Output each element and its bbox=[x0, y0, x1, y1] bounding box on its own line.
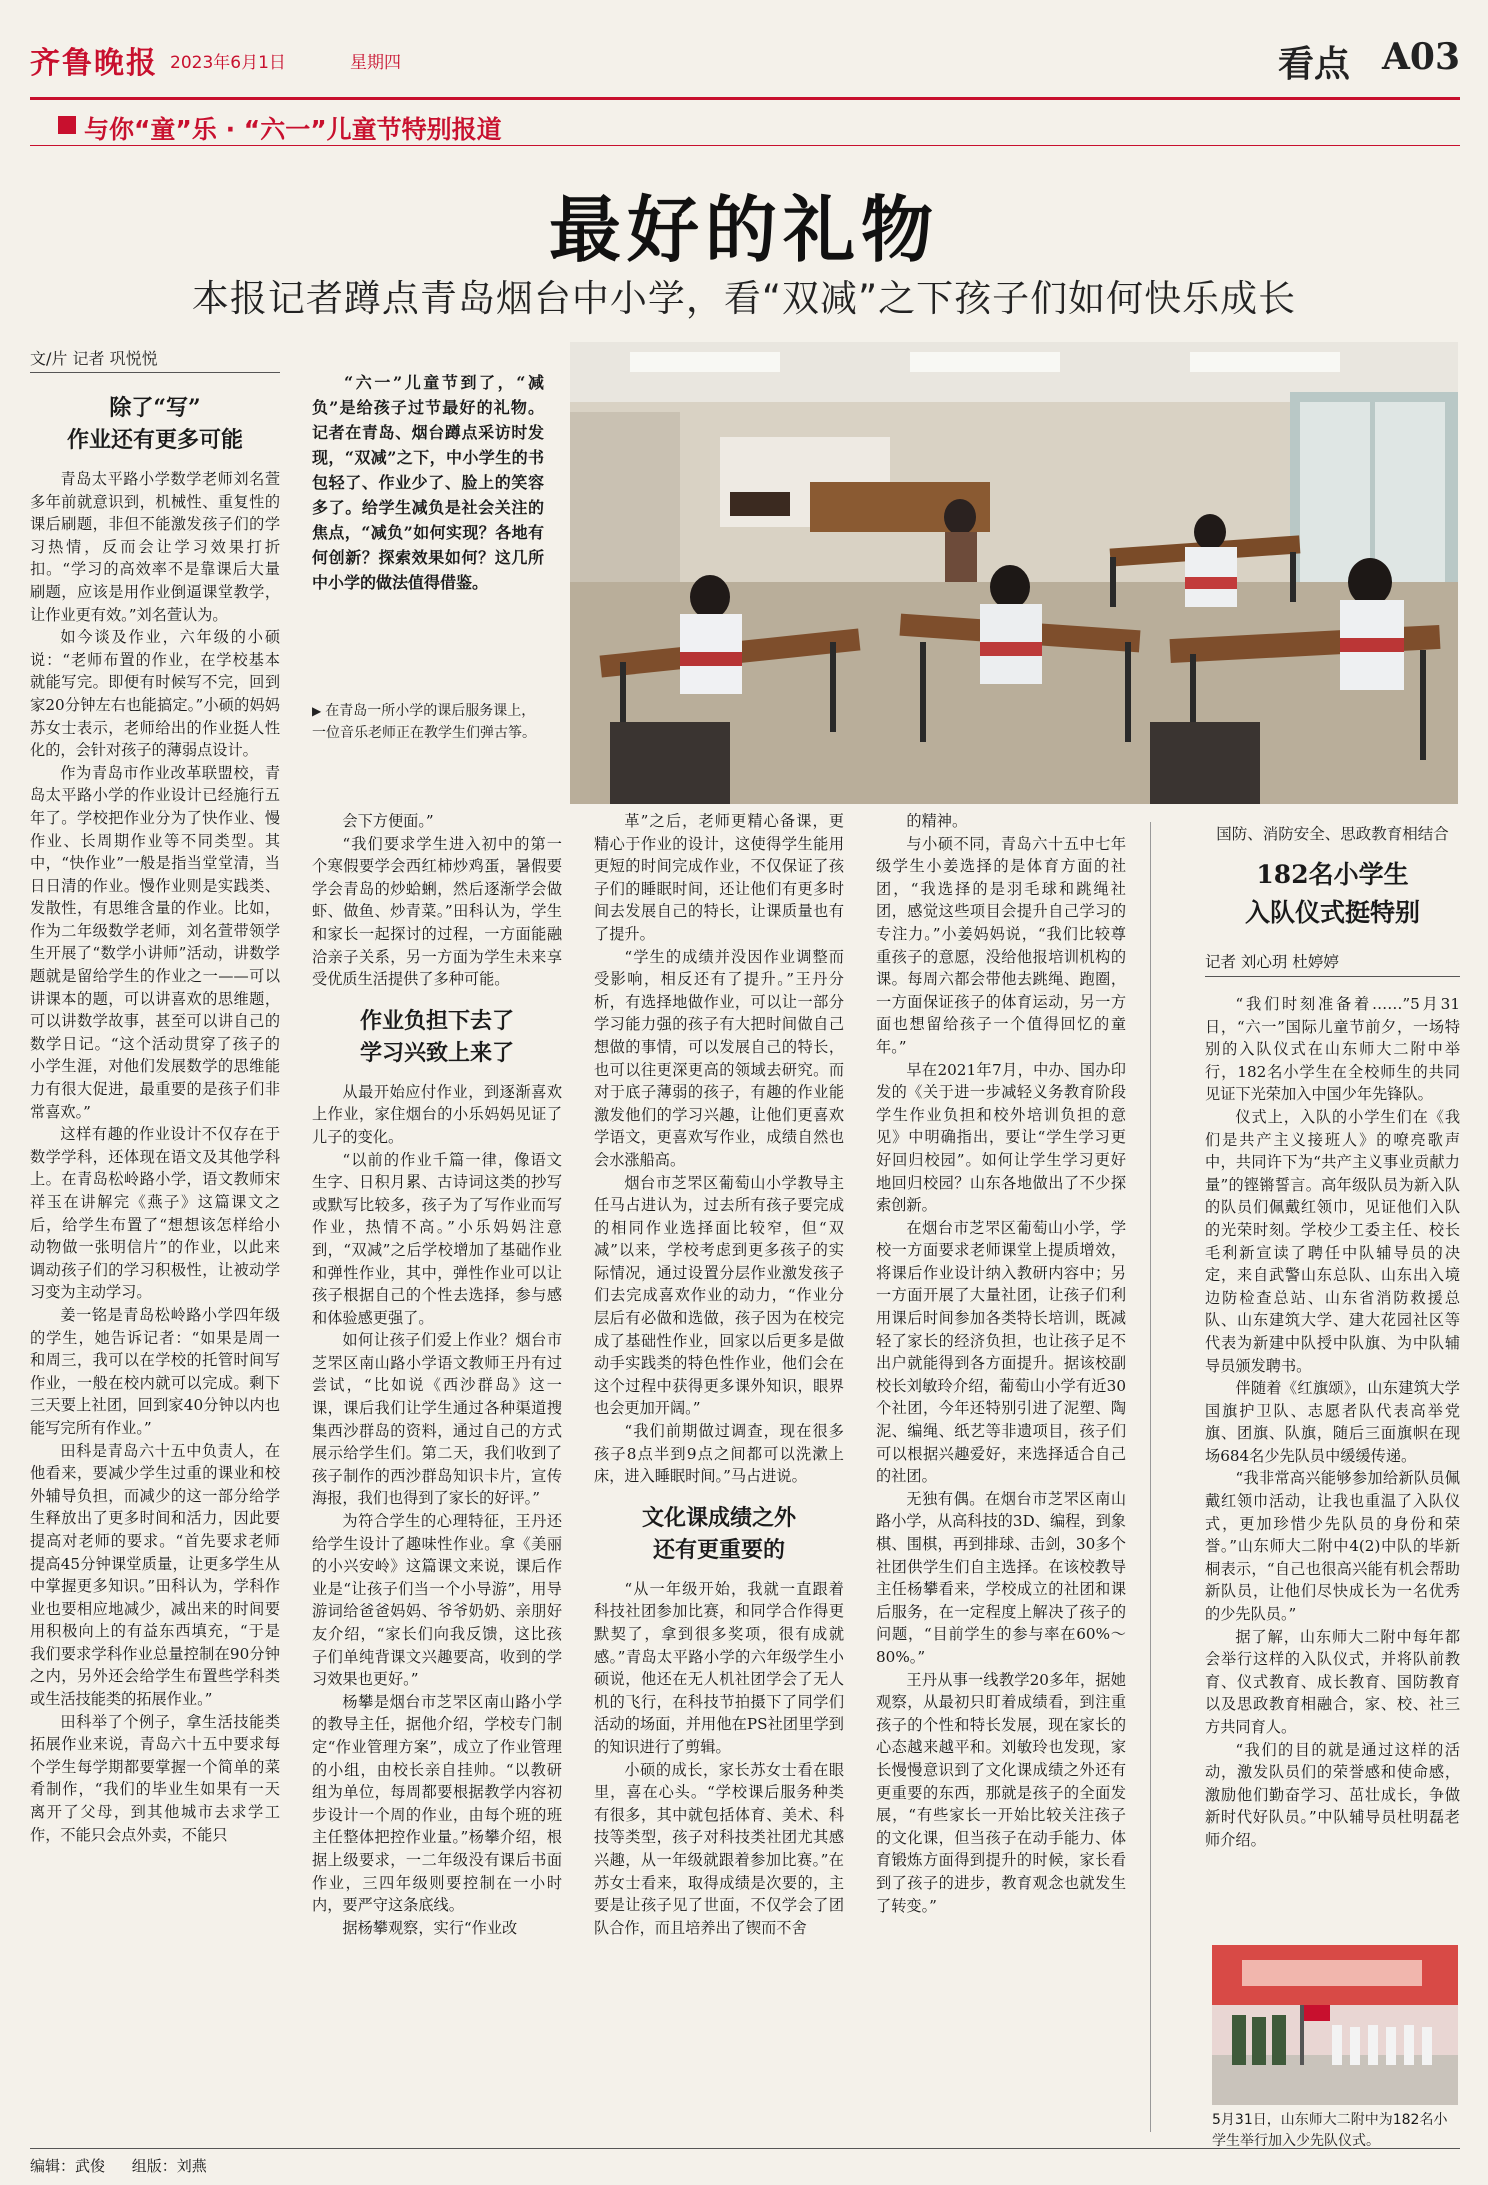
column-3-body bbox=[594, 810, 844, 1488]
article-byline: 文/片 记者 巩悦悦 bbox=[30, 346, 280, 373]
intro-text: “六一”儿童节到了，“减负”是给孩子过节最好的礼物。记者在青岛、烟台蹲点采访时发现，“双减”之下，中小学生的书包轻了、作业少了、脸上的笑容多了。给学生减负是社会关注的焦点，“减负”如何实现？各地有何创新？探索效果如何？这几所中小学的做法值得借鉴。 bbox=[312, 373, 544, 592]
paragraph: 的精神。 bbox=[906, 812, 968, 830]
sidebar-paragraph: “我们时刻准备着……”5月31日，“六一”国际儿童节前夕，一场特别的入队仪式在山东师大二附中举行，182名小学生在全校师生的共同见证下光荣加入中国少年先锋队。 bbox=[1205, 995, 1460, 1104]
footer-layout: 组版：刘燕 bbox=[131, 2157, 207, 2175]
section-name: 看点 bbox=[1277, 43, 1350, 85]
paragraph: 这样有趣的作业设计不仅存在于数学学科，还体现在语文及其他学科上。在青岛松岭路小学，语文教师宋祥玉在讲解完《燕子》这篇课文之后，给学生布置了“想想该怎样给小动物做一张明信片”的作业，以此来调动孩子们的学习积极性，让被动学习变为主动学习。 bbox=[30, 1125, 280, 1302]
column-2-body bbox=[312, 1081, 562, 1940]
main-photo bbox=[570, 342, 1458, 804]
paper-name: 齐鲁晚报 bbox=[30, 46, 158, 81]
column-divider bbox=[1150, 822, 1151, 2132]
paragraph: 与小硕不同，青岛六十五中七年级学生小姜选择的是体育方面的社团，“我选择的是羽毛球和跳绳社团，感觉这些项目会提升自己学习的专注力。”小姜妈妈说，“我们比较尊重孩子的意愿，没给他报培训机构的课。每周六都会带他去跳绳、跑圈，一方面保证孩子的体育运动，另一方面也想留给孩子一个值得回忆的童年。” bbox=[876, 834, 1126, 1056]
sidebar-paragraph: “我们的目的就是通过这样的活动，激发队员们的荣誉感和使命感，激励他们勤奋学习、茁壮成长，争做新时代好队员。”中队辅导员杜明磊老师介绍。 bbox=[1205, 1740, 1460, 1849]
special-report-bar bbox=[30, 104, 1460, 146]
special-report-title: 与你“童”乐 · “六一”儿童节特别报道 bbox=[84, 115, 502, 144]
ceremony-photo bbox=[1212, 1945, 1458, 2105]
paragraph: 如今谈及作业，六年级的小硕说：“老师布置的作业，在学校基本就能写完。即便有时候写不完，回到家20分钟左右也能搞定。”小硕的妈妈苏女士表示，老师给出的作业挺人性化的，会针对孩子的薄弱点设计。 bbox=[30, 628, 280, 760]
masthead bbox=[30, 30, 1460, 100]
paragraph: 早在2021年7月，中办、国办印发的《关于进一步减轻义务教育阶段学生作业负担和校外培训负担的意见》中明确指出，要让“学生学习更好回归校园”。如何让学生学习更好地回归校园？山东各地做出了不少探索创新。 bbox=[876, 1060, 1126, 1215]
paragraph: 姜一铭是青岛松岭路小学四年级的学生，她告诉记者：“如果是周一和周三，我可以在学校的托管时间写作业，一般在校内就可以完成。剩下三天要上社团，回到家40分钟以内也能写完所有作业。” bbox=[30, 1305, 280, 1437]
paragraph: 革”之后，老师更精心备课，更精心于作业的设计，这使得学生能用更短的时间完成作业，不仅保证了孩子们的睡眠时间，还让他们有更多时间去发展自己的特长，让课质量也有了提升。 bbox=[594, 812, 844, 943]
guzheng-classroom-illustration bbox=[570, 342, 1458, 804]
red-square-icon bbox=[58, 116, 76, 134]
paragraph: “我们前期做过调查，现在很多孩子8点半到9点之间都可以洗漱上床，进入睡眠时间。”马占进说。 bbox=[594, 1422, 844, 1486]
paragraph: 无独有偶。在烟台市芝罘区南山路小学，从高科技的3D、编程，到象棋、围棋，再到排球、击剑，30多个社团供学生们自主选择。在该校教导主任杨攀看来，学校成立的社团和课后服务，在一定程度上解决了孩子的问题，“目前学生的参与率在60%～80%。” bbox=[876, 1489, 1126, 1666]
sidebar-body bbox=[1205, 993, 1460, 1852]
ceremony-illustration bbox=[1212, 1945, 1458, 2105]
sidebar-headline: 182名小学生 入队仪式挺特别 bbox=[1244, 860, 1420, 927]
paragraph: 田科是青岛六十五中负责人，在他看来，要减少学生过重的课业和校外辅导负担，而减少的这一部分给学生释放出了更多时间和活力，因此要提高对老师的要求。“首先要求老师提高45分钟课堂质量，让更多学生从中掌握更多知识。”田科认为，学科作业也要相应地减少，减出来的时间要用积极向上的有益东西填充，“于是我们要求学科作业总量控制在90分钟之内，另外还会给学生布置些学科类或生活技能类的拓展作业。” bbox=[30, 1441, 280, 1709]
subhead-2: 作业负担下去了 学习兴致上来了 bbox=[359, 1007, 514, 1066]
subheadline: 本报记者蹲点青岛烟台中小学，看“双减”之下孩子们如何快乐成长 bbox=[191, 277, 1297, 320]
column-3 bbox=[594, 810, 844, 2140]
column-2-top bbox=[312, 810, 562, 991]
paragraph: 杨攀是烟台市芝罘区南山路小学的教导主任，据他介绍，学校专门制定“作业管理方案”，成立了作业管理的小组，由校长亲自挂帅。“以教研组为单位，每周都要根据教学内容初步设计一个周的作业，由每个班的班主任整体把控作业量。”杨攀介绍，根据上级要求，一二年级没有课后书面作业，三四年级则要控制在一小时内，要严守这条底线。 bbox=[312, 1692, 562, 1915]
column-2 bbox=[312, 810, 562, 2140]
sidebar-paragraph: “我非常高兴能够参加给新队员佩戴红领巾活动，让我也重温了入队仪式，更加珍惜少先队员的身份和荣誉。”山东师大二附中4(2)中队的毕新桐表示，“自己也很高兴能有机会帮助新队员，让他们尽快成长为一名优秀的少先队员。” bbox=[1205, 1469, 1460, 1624]
column-3-body-2 bbox=[594, 1578, 844, 1940]
paragraph: “我们要求学生进入初中的第一个寒假要学会西红柿炒鸡蛋，暑假要学会青岛的炒蛤蜊，然后逐渐学会做虾、做鱼、炒青菜。”田科认为，学生和家长一起探讨的过程，一方面能融洽亲子关系，另一方面为学生未来享受优质生活提供了多种可能。 bbox=[312, 834, 562, 989]
subhead-3: 文化课成绩之外 还有更重要的 bbox=[641, 1504, 796, 1563]
main-photo-caption bbox=[312, 700, 544, 744]
sidebar-paragraph: 仪式上，入队的小学生们在《我们是共产主义接班人》的嘹亮歌声中，共同许下为“共产主义事业贡献力量”的铿锵誓言。高年级队员为新入队的队员们佩戴红领巾，见证他们入队的光荣时刻。学校少工委主任、校长毛利新宣读了聘任中队辅导员的决定，来自武警山东总队、山东出入境边防检查总站、山东省消防救援总队、山东建筑大学、建大花园社区等代表为新建中队授中队旗、为中队辅导员颁发聘书。 bbox=[1205, 1107, 1460, 1375]
paragraph: 为符合学生的心理特征，王丹还给学生设计了趣味性作业。拿《美丽的小兴安岭》这篇课文来说，课后作业是“让孩子们当一个小导游”，用导游词给爸爸妈妈、爷爷奶奶、亲朋好友介绍，“家长们向我反馈，这比孩子们单纯背课文兴趣要高，收到的学习效果也更好。” bbox=[312, 1512, 562, 1689]
paragraph: 如何让孩子们爱上作业？烟台市芝罘区南山路小学语文教师王丹有过尝试，“比如说《西沙群岛》这一课，课后我们让学生通过各种渠道搜集西沙群岛的资料，通过自己的方式展示给学生们。第二天，我们收到了孩子制作的西沙群岛知识卡片，宣传海报，我们也得到了家长的好评。” bbox=[312, 1331, 562, 1508]
paragraph: 烟台市芝罘区葡萄山小学教导主任马占进认为，过去所有孩子要完成的相同作业选择面比较窄，但“双减”以来，学校考虑到更多孩子的实际情况，通过设置分层作业激发孩子们去完成喜欢作业的动力，“作业分层后有必做和选做，孩子因为在校完成了基础性作业，回家以后更多是做动手实践类的特色性作业，他们会在这个过程中获得更多课外知识，眼界也会更加开阔。” bbox=[594, 1173, 844, 1418]
paragraph: 作为青岛市作业改革联盟校，青岛太平路小学的作业设计已经施行五年了。学校把作业分为了快作业、慢作业、长周期作业等不同类型。其中，“快作业”一般是指当堂堂清，当日日清的作业。慢作业则是实践类、发散性，有思维含量的作业。比如，作为二年级数学老师，刘名萱带领学生开展了“数学小讲师”活动，讲数学题就是留给学生的作业之一——可以讲课本的题，可以讲喜欢的思维题，可以讲数学故事，甚至可以讲自己的数学日记。“这个活动贯穿了孩子的小学生涯，对他们发展数学的思维能力有很大促进，最重要的是孩子们非常喜欢。” bbox=[30, 763, 280, 1121]
paragraph: 据杨攀观察，实行“作业改 bbox=[342, 1918, 518, 1937]
paragraph: 青岛太平路小学数学老师刘名萱多年前就意识到，机械性、重复性的课后刷题，非但不能激发孩子们的学习热情，反而会让学习效果打折扣。“学习的高效率不是靠课后大量刷题，应该是用作业倒逼课堂教学，让作业更有效。”刘名萱认为。 bbox=[30, 470, 280, 624]
paragraph: 在烟台市芝罘区葡萄山小学，学校一方面要求老师课堂上提质增效，将课后作业设计纳入教研内容中；另一方面开展了大量社团，让孩子们利用课后时间参加各类特长培训，既减轻了家长的经济负担，也让孩子足不出户就能得到各方面提升。据该校副校长刘敏玲介绍，葡萄山小学有近30个社团，今年还特别引进了泥塑、陶泥、编绳、纸艺等非遗项目，孩子们可以根据兴趣爱好，来选择适合自己的社团。 bbox=[876, 1218, 1126, 1486]
paragraph: 田科举了个例子，拿生活技能类拓展作业来说，青岛六十五中要求每个学生每学期都要掌握一个简单的菜肴制作，“我们的毕业生如果有一天离开了父母，到其他城市去求学工作，不能只会点外卖，不能只 bbox=[30, 1712, 280, 1844]
paragraph: 王丹从事一线教学20多年，据她观察，从最初只盯着成绩看，到注重孩子的个性和特长发展，现在家长的心态越来越平和。刘敏玲也发现，家长慢慢意识到了文化课成绩之外还有更重要的东西，那就是孩子的全面发展，“有些家长一开始比较关注孩子的文化课，但当孩子在动手能力、体育锻炼方面得到提升的时候，家长看到了孩子的进步，教育观念也就发生了转变。” bbox=[876, 1670, 1126, 1915]
paragraph: 从最开始应付作业，到逐渐喜欢上作业，家住烟台的小乐妈妈见证了儿子的变化。 bbox=[312, 1082, 562, 1146]
paragraph: “以前的作业千篇一律，像语文生字、日积月累、古诗词这类的抄写或默写比较多，孩子为了写作业而写作业，热情不高。”小乐妈妈注意到，“双减”之后学校增加了基础作业和弹性作业，其中，弹性作业可以让孩子根据自己的个性去选择，参与感和体验感更强了。 bbox=[312, 1150, 562, 1327]
column-1 bbox=[30, 380, 280, 2140]
headline: 最好的礼物 bbox=[548, 187, 939, 272]
column-1-body bbox=[30, 468, 280, 1846]
sidebar-kicker: 国防、消防安全、思政教育相结合 bbox=[1216, 825, 1449, 843]
issue-weekday: 星期四 bbox=[350, 53, 401, 73]
subhead-1: 除了“写” 作业还有更多可能 bbox=[66, 395, 243, 453]
footer-editor: 编辑：武俊 bbox=[30, 2157, 106, 2175]
triangle-icon: ▶ bbox=[312, 704, 322, 718]
page-footer bbox=[30, 2148, 1460, 2176]
issue-date: 2023年6月1日 bbox=[170, 53, 286, 73]
sidebar-article bbox=[1205, 822, 1460, 1852]
paragraph: “学生的成绩并没因作业调整而受影响，相反还有了提升。”王丹分析，有选择地做作业，可以让一部分学习能力强的孩子有大把时间做自己想做的事情，可以发展自己的特长，也可以往更深更高的领域去研究。而对于底子薄弱的孩子，有趣的作业能激发他们的学习兴趣，让他们更喜欢学语文，更喜欢写作业，成绩自然也会水涨船高。 bbox=[594, 947, 844, 1169]
sidebar-byline: 记者 刘心玥 杜婷婷 bbox=[1205, 950, 1460, 977]
column-4-body bbox=[876, 810, 1126, 1917]
paragraph: 小硕的成长，家长苏女士看在眼里，喜在心头。“学校课后服务种类有很多，其中就包括体育、美术、科技等类型，孩子对科技类社团尤其感兴趣，从一年级就跟着参加比赛。”在苏女士看来，取得成绩是次要的，主要是让孩子见了世面，不仅学会了团队合作，而且培养出了锲而不舍 bbox=[594, 1760, 844, 1937]
paragraph: 会下方便面。” bbox=[342, 812, 434, 830]
paragraph: “从一年级开始，我就一直跟着科技社团参加比赛，和同学合作得更默契了，拿到很多奖项，很有成就感。”青岛太平路小学的六年级学生小硕说，他还在无人机社团学会了无人机的飞行，在科技节拍摄下了同学们活动的场面，并用他在PS社团里学到的知识进行了剪辑。 bbox=[594, 1579, 844, 1756]
intro-box bbox=[312, 370, 544, 660]
sidebar-paragraph: 伴随着《红旗颂》，山东建筑大学国旗护卫队、志愿者队代表高举党旗、团旗、队旗，随后三面旗帜在现场684名少先队员中缓缓传递。 bbox=[1205, 1379, 1460, 1465]
page-code: A03 bbox=[1381, 36, 1460, 78]
main-photo-caption-text: 在青岛一所小学的课后服务课上，一位音乐老师正在教学生们弹古筝。 bbox=[312, 703, 536, 741]
sidebar-paragraph: 据了解，山东师大二附中每年都会举行这样的入队仪式，并将队前教育、仪式教育、成长教育、国防教育以及思政教育相融合，家、校、社三方共同育人。 bbox=[1205, 1627, 1460, 1736]
ceremony-photo-caption: 5月31日，山东师大二附中为182名小学生举行加入少先队仪式。 bbox=[1212, 2112, 1448, 2149]
column-4 bbox=[876, 810, 1126, 2140]
